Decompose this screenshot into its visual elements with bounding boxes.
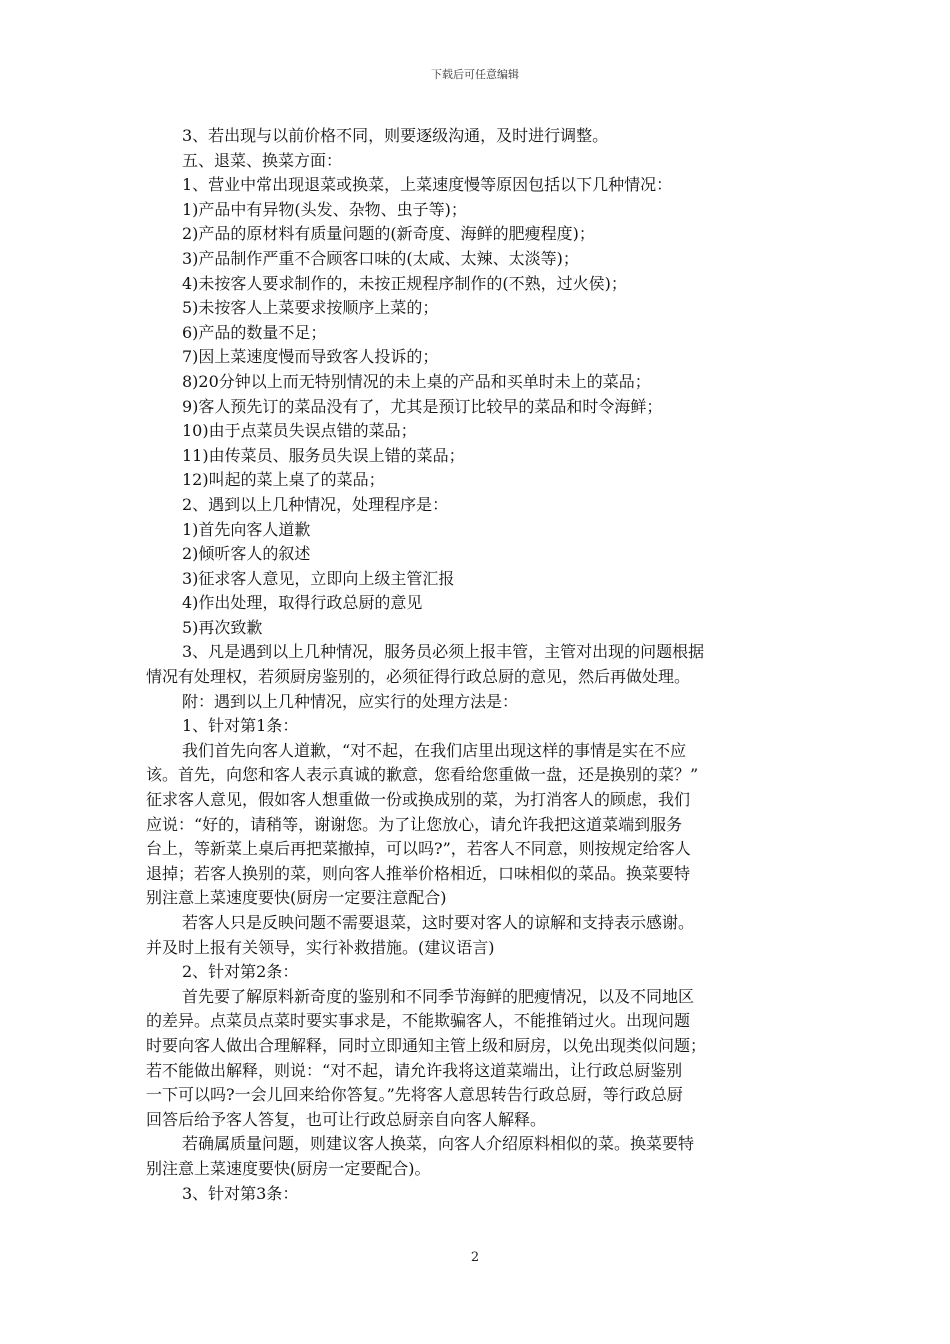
text-line: 若确属质量问题，则建议客人换菜，向客人介绍原料相似的菜。换菜要特 [182,1134,695,1154]
text-line: 1、针对第1条： [182,716,299,736]
text-line: 回答后给予客人答复，也可让行政总厨亲自向客人解释。 [146,1109,547,1129]
text-line: 4)作出处理，取得行政总厨的意见 [182,593,423,613]
document-body [146,124,806,1206]
text-line: 附：遇到以上几种情况，应实行的处理方法是： [182,691,519,711]
text-line: 2)产品的原材料有质量问题的(新奇度、海鲜的肥瘦程度)； [182,224,595,244]
text-line: 该。首先，向您和客人表示真诚的歉意，您看给您重做一盘，还是换别的菜？” [146,765,699,785]
text-line: 3、针对第3条： [182,1183,299,1203]
text-line: 12)叫起的菜上桌了的菜品； [182,470,385,490]
text-line: 3、若出现与以前价格不同，则要逐级沟通，及时进行调整。 [182,126,609,145]
text-line: 5)再次致歉 [182,617,263,637]
text-line: 1)首先向客人道歉 [182,519,311,539]
text-line: 若不能做出解释，则说：“对不起，请允许我将这道菜端出，让行政总厨鉴别 [146,1060,683,1080]
text-line: 时要向客人做出合理解释，同时立即通知主管上级和厨房，以免出现类似问题； [146,1035,707,1055]
text-line: 征求客人意见，假如客人想重做一份或换成别的菜，为打消客人的顾虑，我们 [146,790,691,810]
text-line: 7)因上菜速度慢而导致客人投诉的； [182,347,439,367]
page-number: 2 [470,1250,480,1265]
text-line: 台上，等新菜上桌后再把菜撤掉，可以吗?”，若客人不同意，则按规定给客人 [146,839,691,859]
text-line: 3)产品制作严重不合顾客口味的(太咸、太辣、太淡等)； [182,248,579,268]
text-line: 情况有处理权，若须厨房鉴别的，必须征得行政总厨的意见，然后再做处理。 [146,667,691,687]
text-line: 11)由传菜员、服务员失误上错的菜品； [182,445,465,465]
text-line: 5)未按客人上菜要求按顺序上菜的； [182,298,439,318]
text-line: 2、遇到以上几种情况，处理程序是： [182,494,449,514]
text-line: 应说：“好的，请稍等，谢谢您。为了让您放心，请允许我把这道菜端到服务 [146,814,683,834]
text-line: 并及时上报有关领导，实行补救措施。(建议语言) [146,937,495,957]
text-line: 9)客人预先订的菜品没有了，尤其是预订比较早的菜品和时令海鲜； [182,396,663,416]
text-line: 我们首先向客人道歉，“对不起，在我们店里出现这样的事情是实在不应 [182,740,687,760]
page-header: 下载后可任意编辑 [431,68,519,81]
text-line: 10)由于点菜员失误点错的菜品； [182,421,417,441]
text-line: 退掉；若客人换别的菜，则向客人推举价格相近，口味相似的菜品。换菜要特 [146,863,691,883]
text-line: 若客人只是反映问题不需要退菜，这时要对客人的谅解和支持表示感谢。 [182,913,695,932]
text-line: 1)产品中有异物(头发、杂物、虫子等)； [182,199,467,219]
text-line: 6)产品的数量不足； [182,322,327,342]
text-line: 首先要了解原料新奇度的鉴别和不同季节海鲜的肥瘦情况，以及不同地区 [182,986,695,1006]
text-line: 别注意上菜速度要快(厨房一定要配合)。 [146,1158,431,1178]
text-line: 3、凡是遇到以上几种情况，服务员必须上报丰管，主管对出现的问题根据 [182,642,705,662]
text-line: 五、退菜、换菜方面： [182,150,343,170]
text-line: 2)倾听客人的叙述 [182,544,311,564]
text-line: 2、针对第2条： [182,962,299,982]
text-line: 8)20分钟以上而无特别情况的未上桌的产品和买单时未上的菜品； [182,371,651,391]
text-line: 别注意上菜速度要快(厨房一定要注意配合) [146,888,447,908]
text-line: 一下可以吗?一会儿回来给你答复。”先将客人意思转告行政总厨，等行政总厨 [146,1085,683,1105]
text-line: 4)未按客人要求制作的，未按正规程序制作的(不熟，过火侯)； [182,273,627,293]
text-line: 的差异。点菜员点菜时要实事求是，不能欺骗客人，不能推销过火。出现问题 [146,1011,691,1031]
text-line: 3)征求客人意见，立即向上级主管汇报 [182,568,455,588]
text-line: 1、营业中常出现退菜或换菜，上菜速度慢等原因包括以下几种情况： [182,175,673,195]
